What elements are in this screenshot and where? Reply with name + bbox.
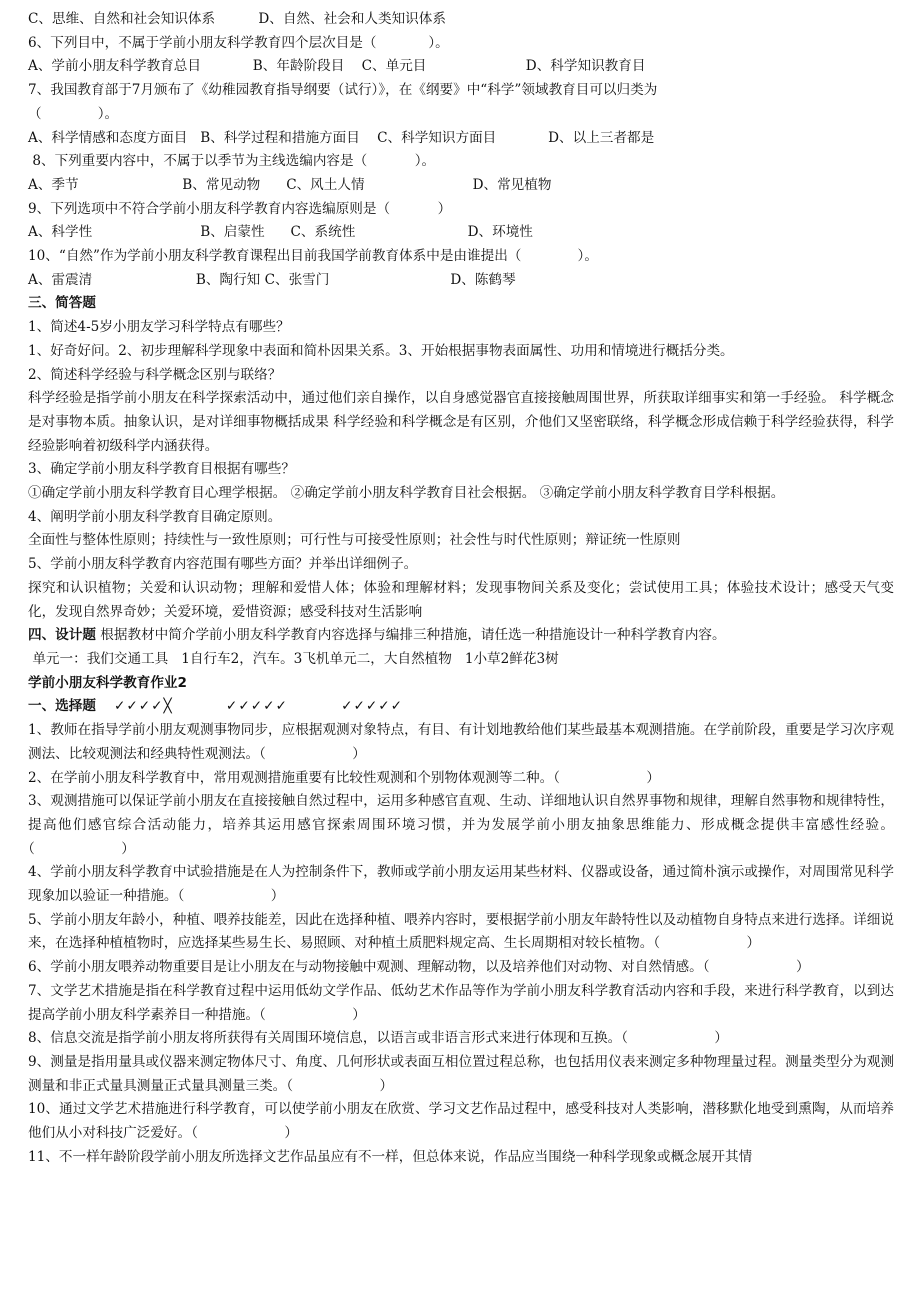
hw2-question-11 xyxy=(28,1146,894,1170)
homework-2-title: 学前小朋友科学教育作业2 xyxy=(28,674,187,691)
hw2-question-7 xyxy=(28,980,894,1027)
q6-options: A、学前小朋友科学教育总目 B、年龄阶段目 C、单元目 D、科学知识教育目 xyxy=(28,58,646,75)
answer-blank: （ ） xyxy=(553,769,661,786)
question-text: 6、学前小朋友喂养动物重要目是让小朋友在与动物接触中观测、理解动物，以及培养他们对动物、对自然情感。 xyxy=(28,959,703,976)
question-text: 5、学前小朋友年龄小，种植、喂养技能差，因此在选择种植、喂养内容时，要根据学前小朋友年龄特性以及动植物自身特点来进行选择。详细说来，在选择种植植物时，应选择某些易生长、易照顾、对种植土质肥料规定高、生长周期相对较长植物。 xyxy=(28,911,894,952)
q5-options: C、思维、自然和社会知识体系 D、自然、社会和人类知识体系 xyxy=(28,11,446,27)
answer-blank: （ ） xyxy=(621,1030,728,1047)
hw2-question-8 xyxy=(28,1027,894,1051)
answer-blank: （ ） xyxy=(702,959,810,976)
section-4 xyxy=(28,624,894,648)
question-text: 8、信息交流是指学前小朋友将所获得有关周围环境信息，以语言或非语言形式来进行体现和互换。 xyxy=(28,1030,622,1047)
s3-q4: 4、阐明学前小朋友科学教育目确定原则。 xyxy=(28,508,282,525)
section-4-answer: 单元一：我们交通工具 1自行车2，汽车。3飞机单元二，大自然植物 1小草2鲜花3树 xyxy=(28,650,559,667)
grading-marks: ✓✓✓✓╳ ✓✓✓✓✓ ✓✓✓✓✓ xyxy=(113,698,404,715)
answer-blank: （ ） xyxy=(259,745,366,762)
document-page xyxy=(28,8,894,1169)
question-text: 10、通过文学艺术措施进行科学教育，可以使学前小朋友在欣赏、学习文艺作品过程中，感受科技对人类影响，潜移默化地受到熏陶，从而培养他们从小对科技广泛爱好。 xyxy=(28,1101,894,1142)
q9-question: 9、下列选项中不符合学前小朋友科学教育内容选编原则是（ ） xyxy=(28,200,452,217)
hw2-question-9 xyxy=(28,1051,894,1098)
q9-options: A、科学性 B、启蒙性 C、系统性 D、环境性 xyxy=(28,224,533,241)
question-text: 3、观测措施可以保证学前小朋友在直接接触自然过程中，运用多种感官直观、生动、详细地认识自然界事物和规律，理解自然事物和规律特性，提高他们感官综合活动能力，培养其运用感官探索周围环境习惯，并为发展学前小朋友抽象思维能力、形成概念提供丰富感性经验。 xyxy=(28,793,894,833)
question-text: 1、教师在指导学前小朋友观测事物同步，应根据观测对象特点，有目、有计划地教给他们某些最基本观测措施。在学前阶段，重要是学习次序观测法、比较观测法和经典特性观测法。 xyxy=(28,722,894,762)
s3-a2: 科学经验是指学前小朋友在科学探索活动中，通过他们亲自操作，以自身感觉器官直接接触周围世界，所获取详细事实和第一手经验。 科学概念是对事物本质。抽象认识，是对详细事物概括成果 科学经验和科学概念是有区别，介他们又坚密联络，科学概念形成信赖于科学经验获得，科学经验影响着初级科学内涵获得。 xyxy=(28,390,894,454)
hw2-question-10 xyxy=(28,1098,894,1145)
q6-question: 6、下列目中，不属于学前小朋友科学教育四个层次目是（ ）。 xyxy=(28,34,449,51)
q10-question: 10、“自然”作为学前小朋友科学教育课程出目前我国学前教育体系中是由谁提出（ ）。 xyxy=(28,248,598,265)
s3-q5: 5、学前小朋友科学教育内容范围有哪些方面？并举出详细例子。 xyxy=(28,556,418,573)
section-3-title: 三、简答题 xyxy=(28,295,96,312)
hw2-question-3 xyxy=(28,790,894,861)
hw2-question-1 xyxy=(28,719,894,766)
q10-options: A、雷震清 B、陶行知 C、张雪门 D、陈鹤琴 xyxy=(28,271,516,288)
question-text: 7、文学艺术措施是指在科学教育过程中运用低幼文学作品、低幼艺术作品等作为学前小朋友科学教育活动内容和手段，来进行科学教育，以到达提高学前小朋友科学素养目一种措施。 xyxy=(28,982,894,1023)
q8-question: 8、下列重要内容中，不属于以季节为主线选编内容是（ ）。 xyxy=(28,153,436,170)
hw2-question-list xyxy=(28,719,894,1169)
hw2-question-4 xyxy=(28,861,894,908)
answer-blank: （ ） xyxy=(28,840,135,857)
s3-a3: ①确定学前小朋友科学教育目心理学根据。 ②确定学前小朋友科学教育目社会根据。 ③确定学前小朋友科学教育目学科根据。 xyxy=(28,485,785,502)
q7-options: A、科学情感和态度方面目 B、科学过程和措施方面目 C、科学知识方面目 D、以上三者都是 xyxy=(28,129,655,146)
answer-blank: （ ） xyxy=(259,1006,366,1023)
hw2-question-6 xyxy=(28,956,894,980)
s3-a5: 探究和认识植物；关爱和认识动物；理解和爱惜人体；体验和理解材料；发现事物间关系及变化；尝试使用工具；体验技术设计；感受天气变化，发现自然界奇妙；关爱环境，爱惜资源；感受科技对生活影响 xyxy=(28,579,894,620)
s3-q3: 3、确定学前小朋友科学教育目根据有哪些？ xyxy=(28,461,295,478)
answer-blank: （ ） xyxy=(177,888,285,905)
question-text: 11、不一样年龄阶段学前小朋友所选择文艺作品虽应有不一样，但总体来说，作品应当围绕一种科学现象或概念展开其情 xyxy=(28,1148,753,1165)
question-text: 2、在学前小朋友科学教育中，常用观测措施重要有比较性观测和个别物体观测等二种。 xyxy=(28,769,554,786)
s3-a1: 1、好奇好问。2、初步理解科学现象中表面和简朴因果关系。3、开始根据事物表面属性、功用和情境进行概括分类。 xyxy=(28,342,734,359)
answer-blank: （ ） xyxy=(286,1077,394,1094)
hw2-question-2 xyxy=(28,767,894,791)
section-4-title: 四、设计题 xyxy=(28,627,96,644)
hw2-question-5 xyxy=(28,909,894,956)
q7-question: 7、我国教育部于7月颁布了《幼稚园教育指导纲要（试行）》，在《纲要》中“科学”领域教育目可以归类为 xyxy=(28,82,658,99)
hw2-section-1-title: 一、选择题 xyxy=(28,698,96,715)
q7-blank: （ ）。 xyxy=(28,105,119,122)
hw2-section-1 xyxy=(28,695,894,719)
s3-q1: 1、简述4-5岁小朋友学习科学特点有哪些？ xyxy=(28,319,290,336)
question-text: 9、测量是指用量具或仪器来测定物体尺寸、角度、几何形状或表面互相位置过程总称，也包括用仪表来测定多种物理量过程。测量类型分为观测测量和非正式量具测量正式量具测量三类。 xyxy=(28,1053,894,1094)
s3-a4: 全面性与整体性原则；持续性与一致性原则；可行性与可接受性原则；社会性与时代性原则；辩证统一性原则 xyxy=(28,532,681,549)
s3-q2: 2、简述科学经验与科学概念区别与联络？ xyxy=(28,366,282,383)
section-4-text: 根据教材中简介学前小朋友科学教育内容选择与编排三种措施，请任选一种措施设计一种科学教育内容。 xyxy=(95,627,726,644)
answer-blank: （ ） xyxy=(653,935,761,952)
question-text: 4、学前小朋友科学教育中试验措施是在人为控制条件下，教师或学前小朋友运用某些材料、仪器或设备，通过简朴演示或操作，对周围常见科学现象加以验证一种措施。 xyxy=(28,864,894,905)
q8-options: A、季节 B、常见动物 C、风土人情 D、常见植物 xyxy=(28,176,552,193)
answer-blank: （ ） xyxy=(191,1125,298,1142)
